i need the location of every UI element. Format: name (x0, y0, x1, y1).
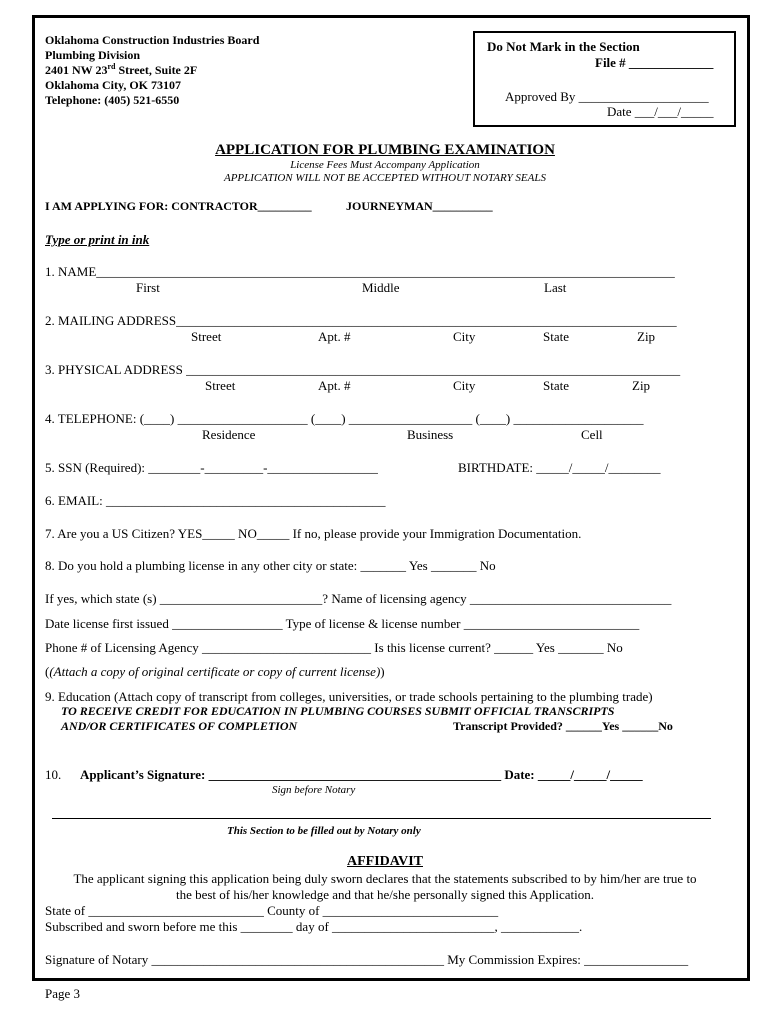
education-transcripts-note: TO RECEIVE CREDIT FOR EDUCATION IN PLUMBING COURSES SUBMIT OFFICIAL TRANSCRIPTS (61, 704, 615, 718)
approval-date-field[interactable]: Date ___/___/_____ (607, 104, 714, 119)
phone-cell-label: Cell (581, 427, 603, 442)
mailing-zip-label: Zip (637, 329, 656, 344)
licensing-state-field[interactable]: If yes, which state (s) _________________________? Name of licensing agency _______________________________ (45, 591, 672, 606)
physical-street-label: Street (205, 378, 236, 393)
attach-certificate-note: ((Attach a copy of original certificate or copy of current license)) (45, 664, 385, 679)
education-certificates-note: AND/OR CERTIFICATES OF COMPLETION (61, 719, 298, 733)
signature-number: 10. (45, 767, 62, 782)
notary-divider (52, 818, 711, 819)
applying-contractor[interactable]: I AM APPLYING FOR: CONTRACTOR_________ (45, 199, 312, 213)
office-street: 2401 NW 23rd Street, Suite 2F (45, 62, 198, 77)
name-middle-label: Middle (362, 280, 400, 295)
name-field[interactable]: 1. NAME_________________________________________________________________________________________ (45, 264, 675, 279)
affidavit-text-line2: the best of his/her knowledge and that he/she personally signed this Application. (175, 887, 595, 902)
page-number: Page 3 (45, 986, 81, 1001)
email-field[interactable]: 6. EMAIL: ___________________________________________ (45, 493, 386, 508)
subscribed-sworn-field[interactable]: Subscribed and sworn before me this ________ day of _________________________, ____________. (45, 919, 583, 934)
subtitle-fees: License Fees Must Accompany Application (290, 159, 480, 171)
state-county-field[interactable]: State of ___________________________ County of ___________________________ (45, 903, 499, 918)
transcript-provided-field[interactable]: Transcript Provided? ______Yes ______No (453, 719, 673, 733)
mailing-street-label: Street (191, 329, 222, 344)
telephone-field[interactable]: 4. TELEPHONE: (____) ____________________ (____) ___________________ (____) ____________________ (45, 411, 644, 426)
approved-by-field[interactable]: Approved By ____________________ (505, 89, 709, 104)
other-license-question[interactable]: 8. Do you hold a plumbing license in any other city or state: _______ Yes _______ No (45, 558, 496, 573)
mailing-city-label: City (453, 329, 476, 344)
mailing-apt-label: Apt. # (318, 329, 351, 344)
physical-zip-label: Zip (632, 378, 651, 393)
ssn-field[interactable]: 5. SSN (Required): ________-_________-_________________ (45, 460, 378, 475)
page-title: APPLICATION FOR PLUMBING EXAMINATION (215, 142, 555, 158)
license-issued-field[interactable]: Date license first issued _________________ Type of license & license number ___________________________ (45, 616, 640, 631)
licensing-agency-phone-field[interactable]: Phone # of Licensing Agency __________________________ Is this license current? ______ Yes _______ No (45, 640, 623, 655)
name-last-label: Last (544, 280, 567, 295)
education-question: 9. Education (Attach copy of transcript from colleges, universities, or trade schools pertaining to the plumbing trade) (45, 689, 653, 704)
notary-section-note: This Section to be filled out by Notary only (227, 825, 421, 837)
physical-state-label: State (543, 378, 569, 393)
name-first-label: First (136, 280, 160, 295)
office-telephone: Telephone: (405) 521-6550 (45, 93, 180, 107)
phone-residence-label: Residence (202, 427, 256, 442)
mailing-address-field[interactable]: 2. MAILING ADDRESS_____________________________________________________________________________ (45, 313, 677, 328)
affidavit-title: AFFIDAVIT (347, 854, 423, 869)
sign-before-notary-note: Sign before Notary (272, 784, 356, 796)
office-city: Oklahoma City, OK 73107 (45, 78, 182, 92)
file-number-field[interactable]: File # _____________ (595, 55, 714, 70)
physical-city-label: City (453, 378, 476, 393)
physical-apt-label: Apt. # (318, 378, 351, 393)
us-citizen-question[interactable]: 7. Are you a US Citizen? YES_____ NO_____ If no, please provide your Immigration Documentation. (45, 526, 582, 541)
office-name: Oklahoma Construction Industries Board (45, 33, 260, 47)
office-box-title: Do Not Mark in the Section (487, 39, 640, 54)
subtitle-notary: APPLICATION WILL NOT BE ACCEPTED WITHOUT NOTARY SEALS (223, 172, 546, 184)
phone-business-label: Business (407, 427, 454, 442)
notary-signature-field[interactable]: Signature of Notary _____________________________________________ My Commission Expires: ________________ (45, 952, 689, 967)
office-division: Plumbing Division (45, 48, 141, 62)
affidavit-text-line1: The applicant signing this application being duly sworn declares that the statements subscribed to by him/her are true to (73, 871, 697, 886)
physical-address-field[interactable]: 3. PHYSICAL ADDRESS ____________________________________________________________________________ (45, 362, 681, 377)
applying-journeyman[interactable]: JOURNEYMAN__________ (346, 199, 493, 213)
applicant-signature-field[interactable]: Applicant’s Signature: _____________________________________________ Date: _____/_____/_____ (80, 767, 643, 782)
birthdate-field[interactable]: BIRTHDATE: _____/_____/________ (458, 460, 661, 475)
print-instruction: Type or print in ink (45, 232, 150, 247)
mailing-state-label: State (543, 329, 569, 344)
